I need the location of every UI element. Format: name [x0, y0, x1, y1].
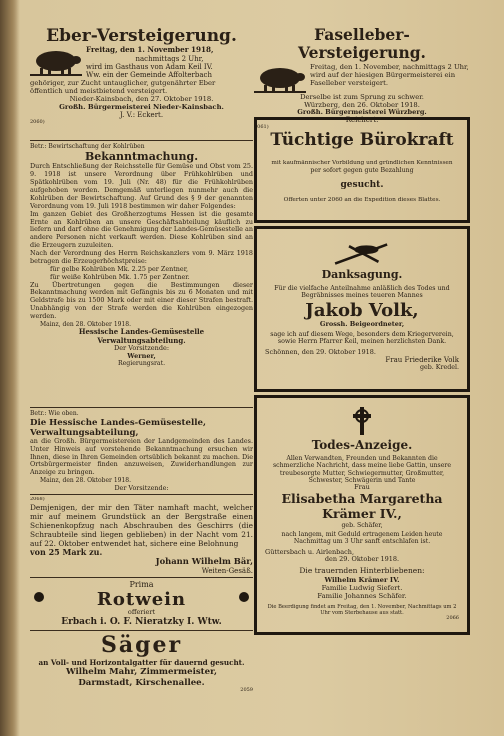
tod-line2: nach langem, mit Geduld ertragenem Leiden heute Nachmittag um 3 Uhr sanft entschlafen ist.: [281, 530, 443, 546]
saeger-number: 2059: [240, 686, 253, 693]
hgs-sig1: Der Vorsitzende:: [114, 483, 169, 492]
kohl-title: Bekanntmachung.: [84, 149, 199, 163]
bullet-icon: [239, 592, 249, 602]
pig-icon: [30, 46, 82, 76]
eber-line9: J. V.: Eckert.: [119, 111, 164, 120]
kohl-sig5: Regierungsrat.: [117, 360, 166, 368]
rotwein-ad: [30, 580, 253, 628]
eber-line1: Freitag, den 1. November 1918,: [86, 45, 214, 55]
pig-icon: [254, 63, 306, 93]
dank-line2: sage ich auf diesem Wege, besonders dem Kriegerverein, sowie Herrn Pfarrer Keil, meinen herzlichsten Dank.: [270, 330, 454, 346]
eber-line5: gehöriger, zur Zucht untauglicher, gutgenährter Eber: [30, 79, 216, 88]
rotwein-prima: Prima: [129, 580, 154, 589]
kohl-price1: für gelbe Kohlrüben Mk. 2.25 per Zentner,: [50, 264, 189, 273]
reward-name: Johann Wilhelm Bär,: [155, 556, 253, 567]
landes-gemuese-notice: [30, 410, 253, 492]
eber-title: Eber-Versteigerung.: [46, 26, 237, 46]
reward-number: 2068): [30, 497, 45, 502]
eber-line2: nachmittags 2 Uhr,: [135, 54, 204, 63]
tod-name2: Familie Ludwig Siefert.: [321, 583, 403, 592]
dank-name: Jakob Volk,: [305, 299, 419, 321]
reward-amount: von 25 Mark zu.: [30, 547, 103, 558]
tod-footer: Die Beerdigung findet am Freitag, den 1. November, Nachmittags um 2 Uhr vom Sterbehause aus statt.: [267, 603, 457, 616]
tod-frau: Frau: [354, 483, 370, 492]
buero-line4: Offerten unter 2060 an die Expedition dieses Blattes.: [283, 196, 441, 203]
fasel-line5: Reichert.: [345, 116, 379, 125]
tod-date: den 29. Oktober 1918.: [324, 555, 400, 564]
left-column: [30, 26, 253, 695]
dank-title: Danksagung.: [321, 268, 403, 281]
kohl-sig4: Werner,: [127, 351, 156, 360]
eber-line8: Großh. Bürgermeisterei Nieder-Kainsbach.: [59, 103, 224, 112]
todesanzeige-ad: [254, 395, 470, 635]
saeger-line1: an Voll- und Horizontalgatter für dauernd gesucht.: [38, 657, 245, 667]
tod-mourners: Die trauernden Hinterbliebenen:: [299, 565, 425, 575]
tod-name1: Wilhelm Krämer IV.: [324, 575, 400, 584]
fasel-line3: Würzberg, den 26. Oktober 1918.: [304, 100, 420, 109]
buero-line3: gesucht.: [340, 180, 384, 191]
eber-line6: öffentlich und meistbietend versteigert.: [30, 87, 168, 96]
dank-sub: Grossh. Beigeordneter,: [319, 320, 405, 329]
dank-signature-geb: geb. Kredel.: [419, 364, 459, 372]
kohl-para3: Nach der Verordnung des Herrn Reichskanzlers vom 9. März 1918 betragen die Erzeugerhöchstpreise:: [30, 249, 253, 265]
fasel-number: 2061): [254, 123, 269, 130]
kohl-para1: Durch Entschließung der Reichsstelle für Gemüse und Obst vom 25. 9. 1918 ist unsere Verordnung über Frühkohlrüben und Spätkohlrüben vom 19. Juli (Nr. 48) für die Frühkohlrüben aufgehoben worden. Demgemäß unterliegen nunmehr auch die Kohlrüben der Bewirtschaftung. Auf Grund des § 9 der genannten Verordnung vom 19. Juli 1918 bestimmen wir daher Folgendes:: [30, 162, 253, 210]
tod-line1: Allen Verwandten, Freunden und Bekannten die schmerzliche Nachricht, dass meine liebe Gattin, unsere treubesorgte Mutter, Schwiegermutter, Großmutter, Schwester, Schwägerin und Tante: [273, 455, 451, 485]
fasel-line2: Derselbe ist zum Sprung zu schwer.: [300, 92, 424, 101]
eber-ad: [30, 26, 253, 138]
tod-place: Güttersbach u. Airlenbach,: [265, 547, 355, 556]
buerokraft-ad: [254, 117, 470, 223]
reward-ad: [30, 497, 253, 575]
buero-line1: mit kaufmännischer Vorbildung und gründlichen Kenntnissen: [271, 160, 453, 167]
divider: [30, 494, 253, 495]
kohl-betr: Betr.: Bewirtschaftung der Kohlrüben: [30, 143, 145, 150]
tod-name3: Familie Johannes Schäfer.: [317, 591, 407, 600]
saeger-title: Säger: [100, 632, 183, 658]
kohl-para2: Im ganzen Gebiet des Großherzogtums Hessen ist die gesamte Ernte an Kohlrüben an unsere Geschäftsabteilung käuflich zu liefern und darf ohne die Genehmigung der Landes-Gemüsestelle an andere Personen nicht verkauft werden. Diese Kohlrüben sind an die Erzeugern zuzuleiten.: [30, 209, 253, 250]
rotwein-firm: Erbach i. O. F. Nieratzky I. Wtw.: [61, 617, 222, 628]
tod-title: Todes-Anzeige.: [311, 438, 413, 452]
dank-signature: Frau Friederike Volk: [385, 356, 459, 365]
eber-line3: wird im Gasthaus von Adam Keil IV.: [86, 62, 213, 71]
fasel-line4: Großh. Bürgermeisterei Würzberg.: [297, 107, 427, 116]
cross-icon: [350, 406, 374, 436]
rotwein-offer: offeriert: [127, 608, 156, 617]
kohl-para4: Zu Übertretungen gegen die Bestimmungen dieser Bekanntmachung werden mit Gefängnis bis zu 6 Monaten und mit Geldstrafe bis zu 1500 Mark oder mit einer dieser Strafen bestraft. Unabhängig von der Strafe werden die Kohlrüben eingezogen werden.: [30, 280, 253, 321]
dank-line1: Für die vielfache Anteilnahme anläßlich des Todes und Begräbnisses meines teueren Mannes: [274, 284, 450, 300]
kohl-sig3: Der Vorsitzende:: [113, 343, 170, 352]
tod-number: 2066: [446, 614, 459, 621]
saeger-line3: Darmstadt, Kirschenallee.: [78, 677, 205, 688]
binding-shadow: [0, 0, 20, 736]
eber-line7: Nieder-Kainsbach, den 27. Oktober 1918.: [69, 95, 214, 104]
buero-title: Tüchtige Bürokraft: [270, 130, 454, 150]
rotwein-title: Rotwein: [96, 589, 187, 611]
hgs-para: an die Großh. Bürgermeistereien der Landgemeinden des Landes. Unter Hinweis auf vorstehende Bekanntmachung ersuchen wir Ihnen, diese in Ihren Gemeinden ortsüblich bekannt zu machen. Die Ortsbürgermeister finden anzuweisen, Zuwiderhandlungen zur Anzeige zu bringen.: [30, 436, 253, 477]
saeger-ad: [30, 633, 253, 695]
fasel-ad: [254, 26, 470, 130]
kohlrueben-notice: [30, 143, 253, 405]
reward-text: Demjenigen, der mir den Täter namhaft macht, welcher mir auf meinem Grundstück an der Bergstraße einen Schienenkopfzug nach Abschrauben des Geschirrs (die Schraubteile sind liegen geblieben) in der Nacht vom 21. auf 22. Oktober entwendet hat, sichere eine Belohnung: [30, 502, 253, 549]
fasel-line1: Freitag, den 1. November, nachmittags 2 Uhr, wird auf der hiesigen Bürgermeisterei ein Faselleber versteigert.: [310, 62, 469, 88]
tod-geb: geb. Schäfer,: [341, 521, 383, 529]
hgs-date: Mainz, den 28. Oktober 1918.: [40, 477, 132, 485]
bullet-icon: [34, 592, 44, 602]
kohl-date: Mainz, den 28. Oktober 1918.: [40, 320, 132, 328]
danksagung-ad: [254, 226, 470, 392]
kohl-price2: für weiße Kohlrüben Mk. 1.75 per Zentner.: [50, 272, 190, 281]
divider: [30, 630, 253, 631]
hgs-title: Die Hessische Landes-Gemüsestelle, Verwaltungsabteilung,: [30, 417, 206, 438]
divider: [30, 140, 253, 141]
buero-line2: per sofort gegen gute Bezahlung: [310, 166, 414, 174]
hgs-betr: Betr.: Wie oben.: [30, 410, 79, 417]
eber-number: 2060): [30, 118, 45, 125]
fasel-title: Faselleber-Versteigerung.: [298, 26, 426, 63]
kohl-sig1: Hessische Landes-Gemüsestelle: [78, 327, 205, 337]
eber-line4: Ww. ein der Gemeinde Affolterbach: [86, 71, 212, 80]
saeger-line2: Wilhelm Mahr, Zimmermeister,: [65, 667, 218, 678]
kohl-sig2: Verwaltungsabteilung.: [97, 335, 186, 345]
reward-place: Weiten-Gesäß.: [201, 567, 253, 575]
tod-name: Elisabetha Margaretha Krämer IV.,: [281, 491, 443, 521]
divider: [30, 407, 253, 408]
dank-date: Schönnen, den 29. Oktober 1918.: [265, 347, 376, 356]
right-column: [254, 26, 470, 638]
divider: [30, 577, 253, 578]
crossed-branch-icon: [331, 241, 393, 267]
